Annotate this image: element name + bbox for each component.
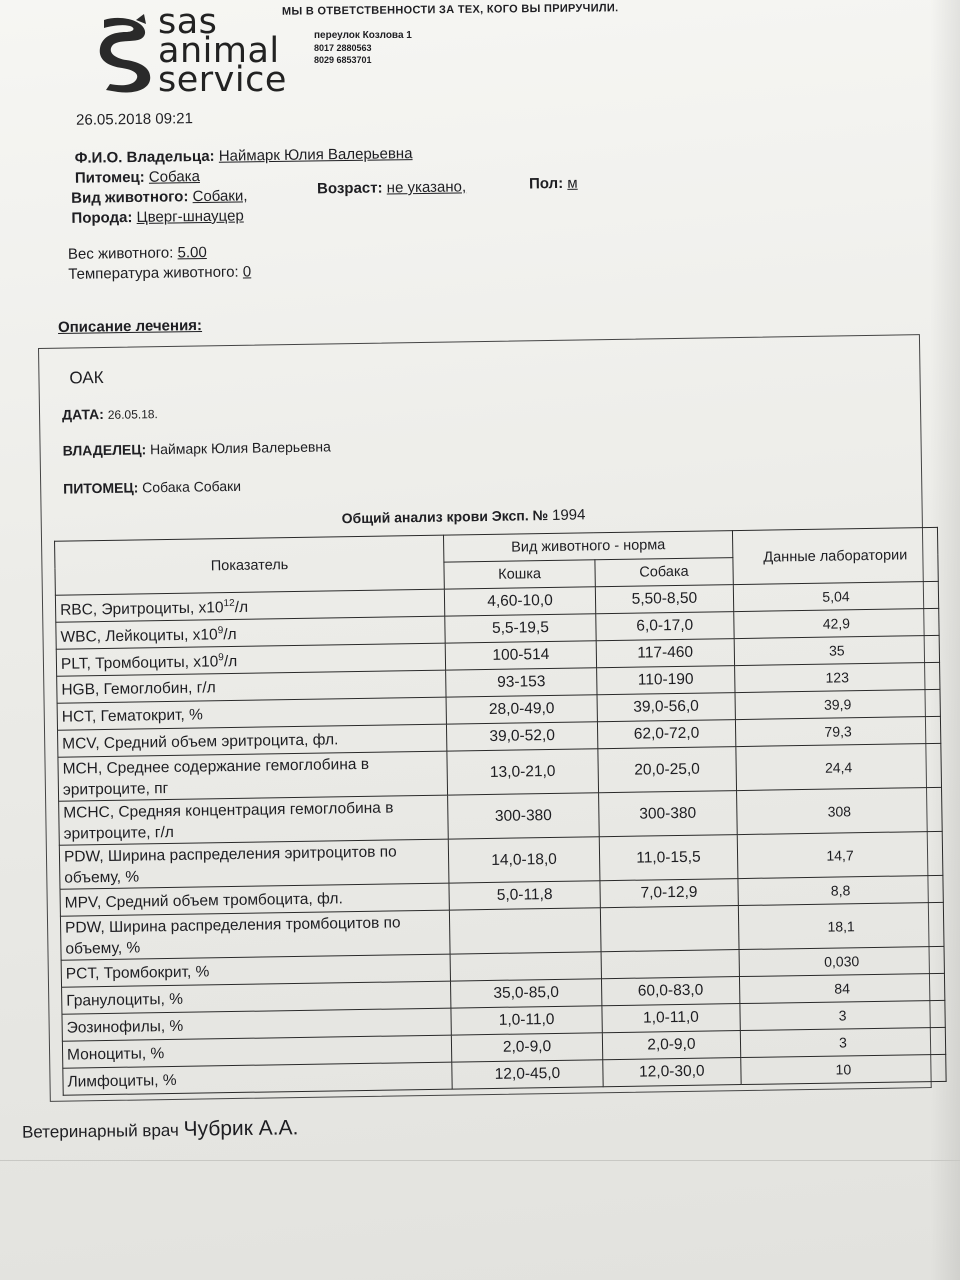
record-pet-value: Собака Собаки xyxy=(142,477,242,496)
sex-row xyxy=(529,175,578,193)
row-parameter-name xyxy=(63,1062,453,1095)
norm-dog-cell: 12,0-30,0 xyxy=(603,1058,742,1087)
lab-result-cell: 3 xyxy=(740,1000,945,1030)
lab-result-cell: 308 xyxy=(736,787,942,834)
temperature-label: Температура животного: xyxy=(68,263,239,283)
blood-test-table xyxy=(54,527,947,1096)
record-owner-label: ВЛАДЕЛЕЦ: xyxy=(62,441,147,459)
logo-line-animal: animal xyxy=(158,31,280,71)
blood-test-number: 1994 xyxy=(551,506,586,524)
norm-dog-cell: 6,0-17,0 xyxy=(596,612,735,641)
parameter-exponent: 12 xyxy=(223,598,235,610)
lab-result-cell: 3 xyxy=(740,1027,945,1057)
norm-dog-cell: 1,0-11,0 xyxy=(602,1004,741,1033)
lab-result-cell: 0,030 xyxy=(739,946,944,976)
record-owner-row xyxy=(62,438,330,458)
doctor-label: Ветеринарный врач xyxy=(21,1120,179,1142)
breed-value: Цверг-шнауцер xyxy=(136,207,244,226)
record-date-label: ДАТА: xyxy=(61,405,105,423)
lab-result-cell: 35 xyxy=(734,635,939,665)
norm-cat-cell: 13,0-21,0 xyxy=(447,749,598,795)
parameter-label: Эозинофилы, % xyxy=(66,1017,184,1037)
norm-dog-cell: 7,0-12,9 xyxy=(600,879,739,908)
owner-row xyxy=(75,145,413,167)
parameter-label: PDW, Ширина распределения эритроцитов по объему, % xyxy=(63,842,397,887)
age-value: не указано, xyxy=(386,178,467,197)
lab-result-cell: 14,7 xyxy=(737,831,943,878)
sex-value: м xyxy=(567,174,578,192)
norm-cat-cell xyxy=(450,952,601,981)
norm-dog-cell: 300-380 xyxy=(598,791,737,837)
species-row xyxy=(71,187,247,206)
record-date-value: 26.05.18. xyxy=(107,407,158,422)
record-owner-value: Наймарк Юлия Валерьевна xyxy=(149,438,331,458)
col-header-cat: Кошка xyxy=(444,560,595,589)
parameter-label: RBC, Эритроциты, х10 xyxy=(59,599,224,620)
parameter-label: Моноциты, % xyxy=(66,1044,165,1064)
weight-label: Вес животного: xyxy=(67,244,174,263)
lab-result-cell: 79,3 xyxy=(735,716,940,746)
brand-logo-text xyxy=(158,2,287,100)
norm-cat-cell: 14,0-18,0 xyxy=(448,837,599,883)
lab-result-cell: 42,9 xyxy=(734,608,939,638)
clinic-slogan: МЫ В ОТВЕТСТВЕННОСТИ ЗА ТЕХ, КОГО ВЫ ПРИРУЧИЛИ. xyxy=(281,2,619,18)
dog-silhouette-logo-icon xyxy=(96,14,158,94)
blood-test-title xyxy=(342,506,586,527)
norm-cat-cell: 4,60-10,0 xyxy=(445,587,596,616)
col-header-norm: Вид животного - норма xyxy=(444,531,733,563)
clinic-address xyxy=(314,30,412,66)
norm-dog-cell: 110-190 xyxy=(596,666,735,695)
pet-label: Питомец: xyxy=(74,168,145,187)
norm-dog-cell: 11,0-15,5 xyxy=(599,835,738,881)
col-header-parameter: Показатель xyxy=(55,535,445,595)
parameter-exponent: 9 xyxy=(218,652,224,664)
breed-label: Порода: xyxy=(71,209,133,227)
lab-result-cell: 24,4 xyxy=(736,743,942,790)
weight-row xyxy=(68,244,207,263)
age-label: Возраст: xyxy=(316,179,383,198)
blood-test-title-text: Общий анализ крови Эксп. № xyxy=(341,507,549,527)
parameter-unit: /л xyxy=(223,653,238,671)
page-divider xyxy=(0,1160,960,1161)
parameter-label: WBC, Лейкоциты, х10 xyxy=(60,626,218,647)
norm-dog-cell: 5,50-8,50 xyxy=(595,585,734,614)
row-parameter-name xyxy=(58,751,448,801)
row-parameter-name xyxy=(60,910,450,960)
norm-cat-cell: 100-514 xyxy=(445,641,596,670)
species-label: Вид животного: xyxy=(71,188,189,207)
owner-value: Наймарк Юлия Валерьевна xyxy=(218,145,413,165)
norm-cat-cell: 12,0-45,0 xyxy=(452,1060,603,1089)
lab-result-cell: 39,9 xyxy=(735,689,940,719)
lab-result-cell: 8,8 xyxy=(738,875,943,905)
pet-row xyxy=(75,168,200,187)
parameter-unit: /л xyxy=(223,626,237,644)
age-row xyxy=(317,178,466,197)
norm-dog-cell xyxy=(600,906,739,952)
parameter-label: MCH, Среднее содержание гемоглобина в эритроците, пг xyxy=(62,755,370,799)
parameter-label: Гранулоциты, % xyxy=(66,990,184,1010)
lab-result-cell: 123 xyxy=(734,662,939,692)
norm-dog-cell: 117-460 xyxy=(596,639,735,668)
norm-dog-cell: 2,0-9,0 xyxy=(602,1031,741,1060)
parameter-label: MPV, Средний объем тромбоцита, фл. xyxy=(64,889,343,912)
norm-cat-cell: 300-380 xyxy=(448,793,599,839)
parameter-label: HCT, Гематокрит, % xyxy=(61,705,203,726)
norm-cat-cell: 93-153 xyxy=(446,668,597,697)
address-phone-2: 8029 6853701 xyxy=(314,55,372,65)
lab-result-cell: 5,04 xyxy=(733,581,938,611)
parameter-label: PDW, Ширина распределения тромбоцитов по объему, % xyxy=(64,913,401,958)
norm-cat-cell: 2,0-9,0 xyxy=(452,1033,603,1062)
norm-cat-cell: 5,5-19,5 xyxy=(445,614,596,643)
treatment-description-title: Описание лечения: xyxy=(57,316,203,337)
lab-result-cell: 84 xyxy=(739,973,944,1003)
norm-dog-cell xyxy=(601,950,740,979)
norm-dog-cell: 62,0-72,0 xyxy=(597,720,736,749)
norm-cat-cell xyxy=(450,908,601,954)
record-pet-row xyxy=(63,478,241,497)
norm-dog-cell: 60,0-83,0 xyxy=(601,977,740,1006)
lab-result-cell: 10 xyxy=(741,1054,946,1084)
treatment-record-frame xyxy=(38,334,932,1102)
parameter-unit: /л xyxy=(234,599,249,617)
sex-label: Пол: xyxy=(528,174,564,193)
col-header-dog: Собака xyxy=(595,558,734,587)
temperature-row xyxy=(68,263,251,283)
parameter-label: HGB, Гемоглобин, г/л xyxy=(61,678,216,699)
weight-value: 5.00 xyxy=(177,243,207,262)
norm-cat-cell: 35,0-85,0 xyxy=(451,979,602,1008)
pet-value: Собака xyxy=(148,168,200,186)
norm-dog-cell: 20,0-25,0 xyxy=(598,747,737,793)
norm-cat-cell: 5,0-11,8 xyxy=(449,881,600,910)
address-phone-1: 8017 2880563 xyxy=(314,43,372,53)
parameter-label: Лимфоциты, % xyxy=(67,1071,177,1091)
table-body xyxy=(55,581,946,1095)
row-parameter-name xyxy=(59,795,449,845)
lab-result-cell: 18,1 xyxy=(738,902,944,949)
owner-label: Ф.И.О. Владельца: xyxy=(74,147,215,167)
parameter-label: PCT, Тромбокрит, % xyxy=(65,962,210,983)
breed-row xyxy=(71,207,243,226)
doctor-name: Чубрик А.А. xyxy=(183,1116,299,1141)
record-pet-label: ПИТОМЕЦ: xyxy=(63,479,139,497)
parameter-label: MCHC, Средняя концентрация гемоглобина в эритроците, г/л xyxy=(63,798,394,843)
logo-line-service: service xyxy=(158,60,287,100)
norm-dog-cell: 39,0-56,0 xyxy=(597,693,736,722)
norm-cat-cell: 28,0-49,0 xyxy=(446,695,597,724)
norm-cat-cell: 39,0-52,0 xyxy=(447,722,598,751)
visit-datetime: 26.05.2018 09:21 xyxy=(75,110,194,129)
doctor-signature-line xyxy=(22,1116,299,1143)
address-street: переулок Козлова 1 xyxy=(314,30,412,41)
col-header-lab: Данные лаборатории xyxy=(732,527,938,584)
record-title: ОАК xyxy=(69,367,104,388)
row-parameter-name xyxy=(59,839,449,889)
parameter-label: PLT, Тромбоциты, х10 xyxy=(60,653,219,674)
record-date-row xyxy=(62,405,158,423)
parameter-label: MCV, Средний объем эритроцита, фл. xyxy=(62,730,339,753)
logo-line-sas: sas xyxy=(158,2,218,42)
parameter-exponent: 9 xyxy=(217,625,224,637)
temperature-value: 0 xyxy=(242,263,252,281)
species-value: Собаки, xyxy=(192,187,248,206)
norm-cat-cell: 1,0-11,0 xyxy=(451,1006,602,1035)
patient-header xyxy=(60,103,680,283)
